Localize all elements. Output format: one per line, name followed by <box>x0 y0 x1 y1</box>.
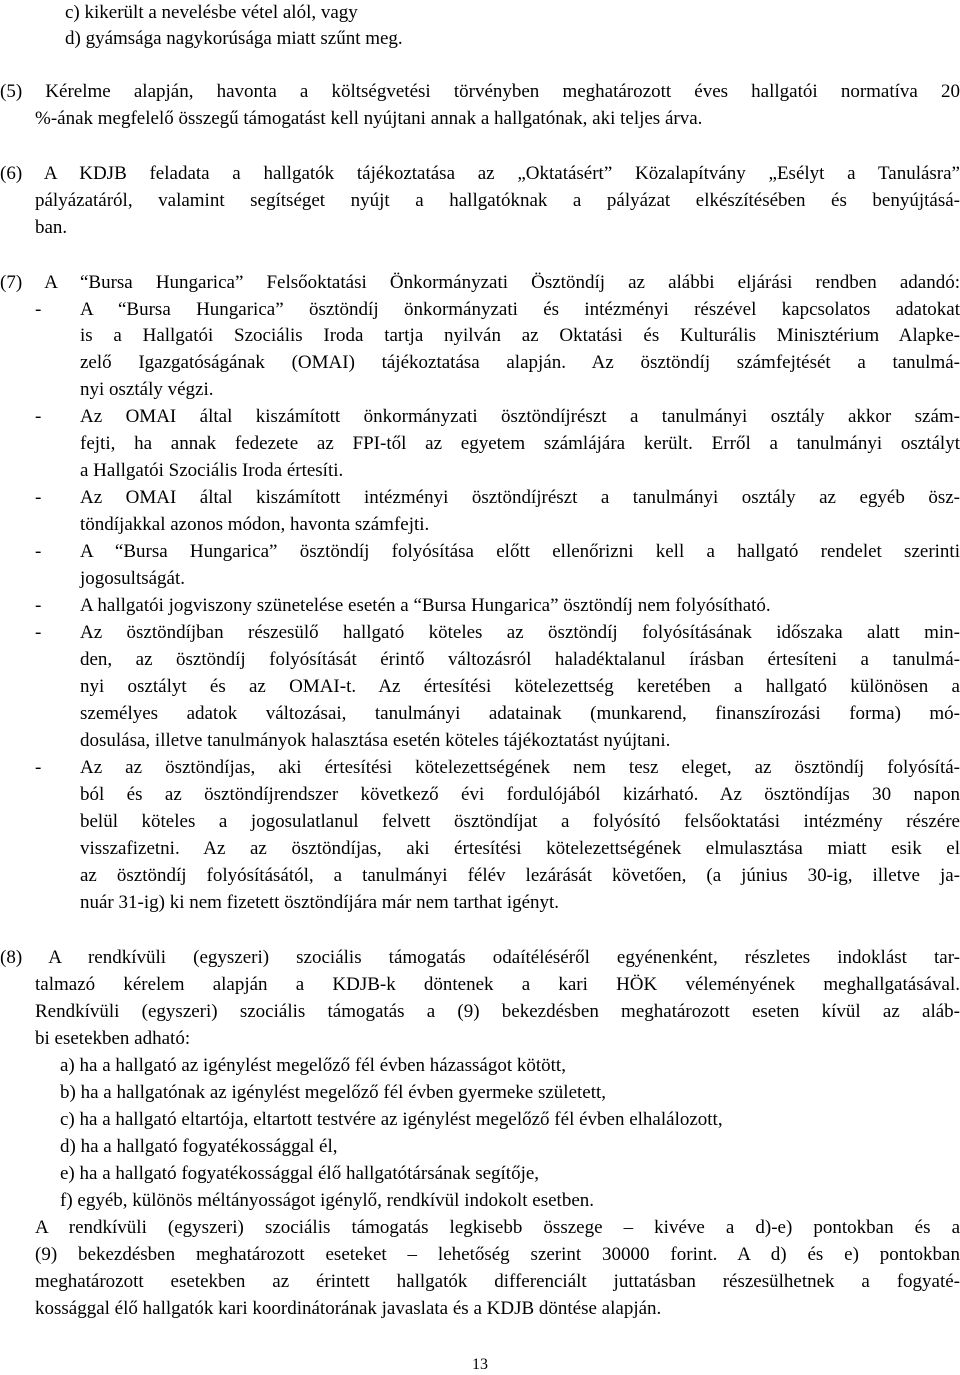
line-text: töndíjakkal azonos módon, havonta számfejti. <box>80 514 430 535</box>
text-line <box>0 945 960 971</box>
line-text: (5) Kérelme alapján, havonta a költségvetési törvényben meghatározott éves hallgatói normatíva 20 <box>0 81 960 102</box>
line-text: den, az ösztöndíj folyósítását érintő változásról haladéktalanul írásban értesíteni a tanulmá- <box>80 649 960 670</box>
text-line <box>0 999 960 1025</box>
line-text: Rendkívüli (egyszeri) szociális támogatás a (9) bekezdésben meghatározott eseten kívül az aláb- <box>35 1001 960 1022</box>
text-line <box>0 674 960 700</box>
text-line <box>0 1107 960 1133</box>
line-text: is a Hallgatói Szociális Iroda tartja nyilván az Oktatási és Kulturális Minisztérium Alapke- <box>80 325 960 346</box>
line-text: meghatározott esetekben az érintett hallgatók differenciált juttatásban részesülhetnek a fogyaté- <box>35 1271 960 1292</box>
text-line <box>0 1134 960 1160</box>
line-text: Az az ösztöndíjas, aki értesítési kötelezettségének nem tesz eleget, az ösztöndíj folyósítá- <box>80 757 960 778</box>
line-text: a) ha a hallgató az igénylést megelőző fél évben házasságot kötött, <box>60 1055 566 1076</box>
text-line <box>0 431 960 457</box>
text-line <box>0 1188 960 1214</box>
list-dash: - <box>35 541 42 562</box>
text-line <box>0 836 960 862</box>
text-line <box>0 377 960 403</box>
line-text: f) egyéb, különös méltányosságot igénylő, rendkívül indokolt esetben. <box>60 1190 595 1211</box>
text-line <box>0 270 960 296</box>
list-dash: - <box>35 406 42 427</box>
line-text: Az OMAI által kiszámított önkormányzati ösztöndíjrészt a tanulmányi osztály akkor szám- <box>80 406 960 427</box>
text-line <box>0 701 960 727</box>
text-line <box>0 297 960 323</box>
line-text: bi esetekben adható: <box>35 1028 191 1049</box>
line-text: (9) bekezdésben meghatározott eseteket – lehetőség szerint 30000 forint. A d) és e) pontokban <box>35 1244 960 1265</box>
line-text: dosulása, illetve tanulmányok halasztása esetén köteles tájékoztatást nyújtani. <box>80 730 671 751</box>
line-text: az ösztöndíj folyósításától, a tanulmányi félév lezárását követően, (a június 30-ig, illetve ja- <box>80 865 960 886</box>
line-text: b) ha a hallgatónak az igénylést megelőző fél évben gyermeke született, <box>60 1082 607 1103</box>
line-text: nyi osztályt és az OMAI-t. Az értesítési kötelezettség keretében a hallgató különösen a <box>80 676 960 697</box>
line-text: d) gyámsága nagykorúsága miatt szűnt meg. <box>65 28 403 49</box>
line-text: d) ha a hallgató fogyatékossággal él, <box>60 1136 338 1157</box>
line-text: nuár 31-ig) ki nem fizetett ösztöndíjára már nem tarthat igényt. <box>80 892 560 913</box>
text-line <box>0 1161 960 1187</box>
line-text: A hallgatói jogviszony szünetelése esetén a “Bursa Hungarica” ösztöndíj nem folyósítható. <box>80 595 771 616</box>
line-text: Az OMAI által kiszámított intézményi ösztöndíjrészt a tanulmányi osztály az egyéb ösz- <box>80 487 960 508</box>
text-line <box>0 404 960 430</box>
text-line <box>0 755 960 781</box>
text-line <box>0 972 960 998</box>
line-text: A “Bursa Hungarica” ösztöndíj folyósítása előtt ellenőrizni kell a hallgató rendelet szerinti <box>80 541 960 562</box>
list-dash: - <box>35 299 42 320</box>
text-line <box>0 1269 960 1295</box>
text-line <box>0 350 960 376</box>
list-dash: - <box>35 757 42 778</box>
text-line <box>0 26 960 52</box>
line-text: jogosultságát. <box>80 568 186 589</box>
line-text: személyes adatok változásai, tanulmányi adatainak (munkarend, finanszírozási forma) mó- <box>80 703 960 724</box>
line-text: A rendkívüli (egyszeri) szociális támogatás legkisebb összege – kivéve a d)-e) pontokban és a <box>35 1217 960 1238</box>
text-line <box>0 593 960 619</box>
text-line <box>0 782 960 808</box>
line-text: (8) A rendkívüli (egyszeri) szociális támogatás odaítéléséről egyénenként, részletes indoklást tar- <box>0 947 960 968</box>
text-line <box>0 1215 960 1241</box>
text-line <box>0 106 960 132</box>
text-line <box>0 0 960 26</box>
text-line <box>0 512 960 538</box>
line-text: c) kikerült a nevelésbe vétel alól, vagy <box>65 2 358 23</box>
text-line <box>0 161 960 187</box>
text-line <box>0 1026 960 1052</box>
list-dash: - <box>35 622 42 643</box>
line-text: ban. <box>35 217 68 238</box>
text-line <box>0 1053 960 1079</box>
line-text: zelő Igazgatóságának (OMAI) tájékoztatása alapján. Az ösztöndíj számfejtését a tanulmá- <box>80 352 960 373</box>
text-line <box>0 458 960 484</box>
line-text: (6) A KDJB feladata a hallgatók tájékoztatása az „Oktatásért” Közalapítvány „Esélyt a Tanulásra” <box>0 163 960 184</box>
line-text: Az ösztöndíjban részesülő hallgató köteles az ösztöndíj folyósításának időszaka alatt min- <box>80 622 960 643</box>
line-text: kossággal élő hallgatók kari koordinátorának javaslata és a KDJB döntése alapján. <box>35 1298 662 1319</box>
text-line <box>0 647 960 673</box>
text-line <box>0 485 960 511</box>
text-line <box>0 323 960 349</box>
text-line <box>0 863 960 889</box>
line-text: c) ha a hallgató eltartója, eltartott testvére az igénylést megelőző fél évben elhalálozott, <box>60 1109 723 1130</box>
page-number: 13 <box>472 1356 488 1373</box>
line-text: %-ának megfelelő összegű támogatást kell nyújtani annak a hallgatónak, aki teljes árva. <box>35 108 703 129</box>
text-line <box>0 809 960 835</box>
line-text: e) ha a hallgató fogyatékossággal élő hallgatótársának segítője, <box>60 1163 540 1184</box>
text-line <box>0 539 960 565</box>
text-line <box>0 566 960 592</box>
text-line <box>0 890 960 916</box>
text-line <box>0 79 960 105</box>
line-text: a Hallgatói Szociális Iroda értesíti. <box>80 460 344 481</box>
list-dash: - <box>35 487 42 508</box>
line-text: nyi osztály végzi. <box>80 379 214 400</box>
line-text: visszafizetni. Az az ösztöndíjas, aki értesítési kötelezettségének elmulasztása miatt esik el <box>80 838 960 859</box>
text-line <box>0 1296 960 1322</box>
text-line <box>0 1242 960 1268</box>
list-dash: - <box>35 595 42 616</box>
text-line <box>0 728 960 754</box>
line-text: pályázatáról, valamint segítséget nyújt a hallgatóknak a pályázat elkészítésében és benyújtásá- <box>35 190 960 211</box>
line-text: (7) A “Bursa Hungarica” Felsőoktatási Önkormányzati Ösztöndíj az alábbi eljárási rendben adandó: <box>0 272 960 293</box>
text-line <box>0 215 960 241</box>
line-text: fejti, ha annak fedezete az FPI-től az egyetem számlájára került. Erről a tanulmányi osztályt <box>80 433 960 454</box>
text-line <box>0 188 960 214</box>
line-text: A “Bursa Hungarica” ösztöndíj önkormányzati és intézményi részével kapcsolatos adatokat <box>80 299 960 320</box>
line-text: talmazó kérelem alapján a KDJB-k döntenek a kari HÖK véleményének meghallgatásával. <box>35 974 960 995</box>
line-text: belül köteles a jogosulatlanul felvett ösztöndíjat a folyósító felsőoktatási intézmény részére <box>80 811 960 832</box>
line-text: ból és az ösztöndíjrendszer következő évi fordulójából kizárható. Az ösztöndíjas 30 napon <box>80 784 960 805</box>
text-line <box>0 1080 960 1106</box>
text-line <box>0 620 960 646</box>
